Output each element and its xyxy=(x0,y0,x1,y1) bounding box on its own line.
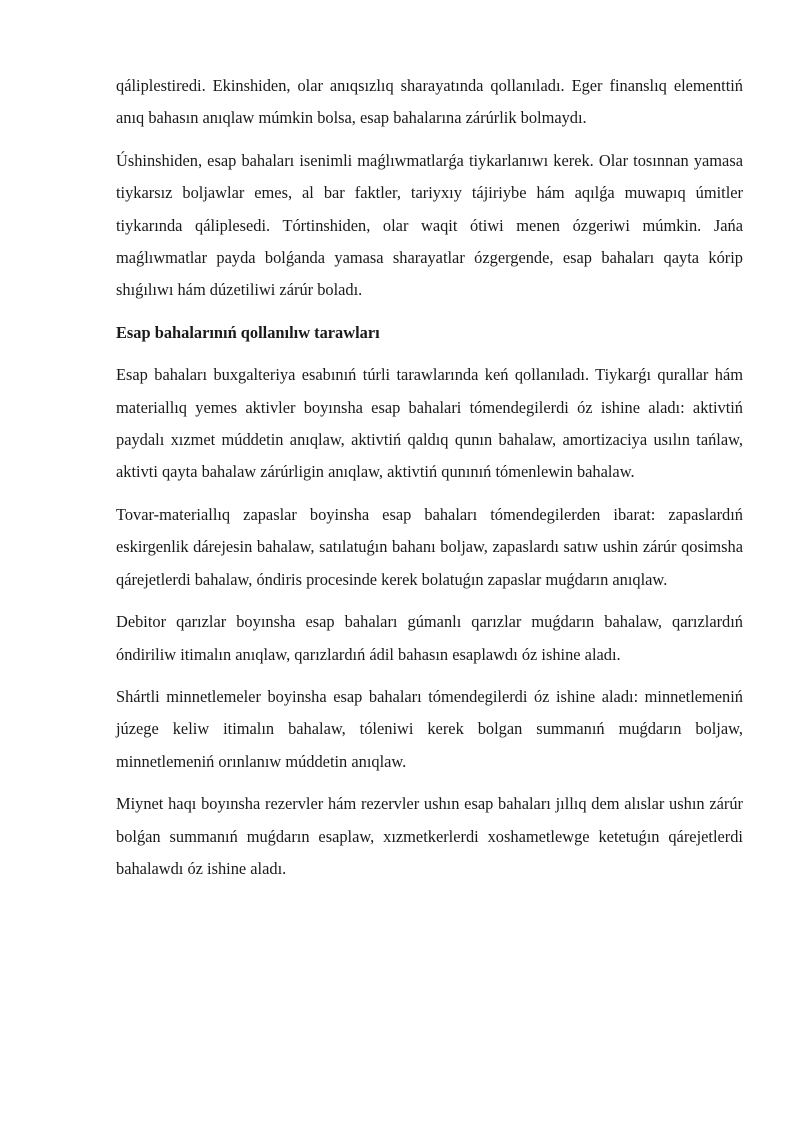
paragraph-third-fourth-properties: Úshinshiden, esap bahaları isenimli maǵlıwmatlarǵa tiykarlanıwı kerek. Olar tosınnan yamasa tiykarsız boljawlar emes, al bar faktler, tariyxıy tájiriybe hám aqılǵa muwapıq úmitler tiykarında qáliplesedi. Tórtinshiden, olar waqit ótiwi menen ózgeriwi múmkin. Jańa maǵlıwmatlar payda bolǵanda yamasa sharayatlar ózgergende, esap bahaları qayta kórip shıǵılıwı hám dúzetiliwi zárúr boladı. xyxy=(116,150,743,300)
paragraph-inventories: Tovar-materiallıq zapaslar boyinsha esap bahaları tómendegilerden ibarat: zapaslardıń eskirgenlik dárejesin bahalaw, satılatuǵın bahanı boljaw, zapaslardı satıw ushin zárúr qosimsha qárejetlerdi bahalaw, óndiris procesinde kerek bolatuǵın zapaslar muǵdarın anıqlaw. xyxy=(116,504,743,589)
paragraph-intro-continuation: qáliplestiredi. Ekinshiden, olar anıqsızlıq sharayatında qollanıladı. Eger finanslıq elementtiń anıq bahasın anıqlaw múmkin bolsa, esap bahalarına zárúrlik bolmaydı. xyxy=(116,76,743,128)
paragraph-fixed-assets: Esap bahaları buxgalteriya esabınıń túrli tarawlarında keń qollanıladı. Tiykarǵı qurallar hám materiallıq yemes aktivler boyınsha esap bahalari tómendegilerdi óz ishine aladı: aktivtiń paydalı xızmet múddetin anıqlaw, aktivtiń qaldıq qunın bahalaw, amortizaciya usılın tańlaw, aktivti qayta bahalaw zárúrligin anıqlaw, aktivtiń qunınıń tómenlewin bahalaw. xyxy=(116,365,743,482)
paragraph-contingent-liabilities: Shártli minnetlemeler boyinsha esap bahaları tómendegilerdi óz ishine aladı: minnetlemeniń júzege keliw itimalın bahalaw, tóleniwi kerek bolgan summanıń muǵdarın boljaw, minnetlemeniń orınlanıw múddetin anıqlaw. xyxy=(116,686,743,771)
paragraph-receivables: Debitor qarızlar boyınsha esap bahaları gúmanlı qarızlar muǵdarın bahalaw, qarızlardıń óndiriliw itimalın anıqlaw, qarızlardıń ádil bahasın esaplawdı óz ishine aladı. xyxy=(116,612,743,664)
section-heading: Esap bahalarınıń qollanılıw tarawları xyxy=(116,322,380,342)
paragraph-payroll-reserves: Miynet haqı boyınsha rezervler hám rezervler ushın esap bahaları jıllıq dem alıslar ushın zárúr bolǵan summanıń muǵdarın esaplaw, xızmetkerlerdi xoshametlewge ketetuǵın qárejetlerdi bahalawdı óz ishine aladı. xyxy=(116,794,743,878)
